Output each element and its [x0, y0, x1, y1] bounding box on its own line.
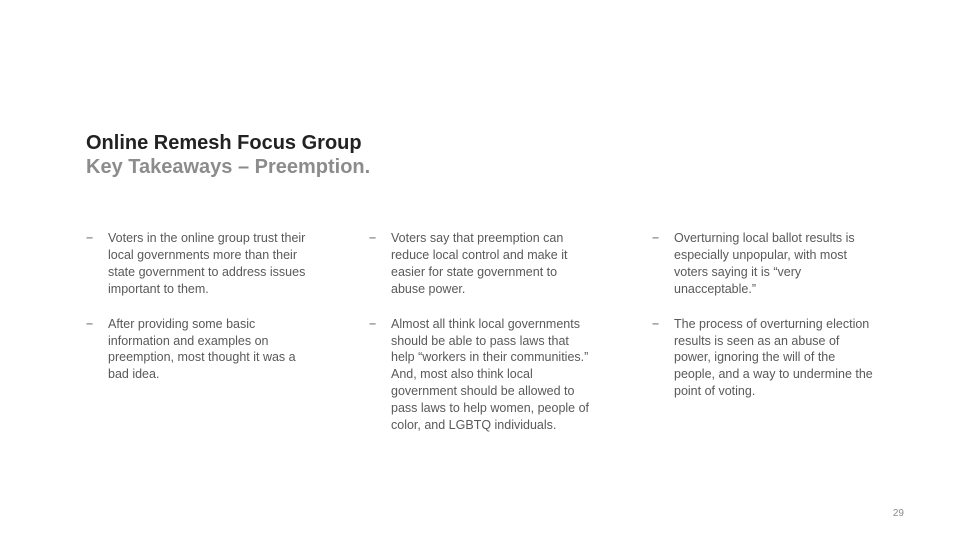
column-2 — [369, 230, 591, 452]
bullet-item — [652, 230, 874, 298]
dash-marker: − — [86, 316, 94, 331]
bullet-text: After providing some basic information and examples on preemption, most thought it was a bad idea. — [108, 316, 296, 382]
dash-marker: − — [652, 316, 660, 331]
bullet-item — [86, 230, 308, 298]
title-block — [86, 131, 370, 180]
slide-title: Online Remesh Focus Group — [86, 132, 362, 154]
bullet-text: Voters say that preemption can reduce local control and make it easier for state government to abuse power. — [391, 231, 568, 296]
bullet-item — [369, 230, 591, 298]
bullet-item — [369, 316, 591, 434]
dash-marker: − — [652, 231, 660, 245]
bullet-text: Overturning local ballot results is especially unpopular, with most voters saying it is “very unacceptable.” — [674, 231, 855, 296]
column-3 — [652, 230, 874, 418]
bullet-text: The process of overturning election results is seen as an abuse of power, ignoring the will of the people, and a way to undermine the point of voting. — [674, 316, 873, 399]
dash-marker: − — [369, 316, 377, 331]
dash-marker: − — [369, 231, 377, 245]
slide-subtitle: Key Takeaways – Preemption. — [86, 156, 371, 178]
bullet-item — [652, 316, 874, 401]
dash-marker: − — [86, 231, 94, 245]
column-1 — [86, 230, 308, 401]
page-number: 29 — [892, 508, 904, 519]
bullet-item — [86, 316, 308, 384]
bullet-text: Almost all think local governments should be able to pass laws that help “workers in their communities.” And, most also think local government should be allowed to pass laws to help women, people of color, and LGBTQ individuals. — [391, 316, 590, 433]
bullet-text: Voters in the online group trust their local governments more than their state government to address issues important to them. — [108, 231, 306, 296]
